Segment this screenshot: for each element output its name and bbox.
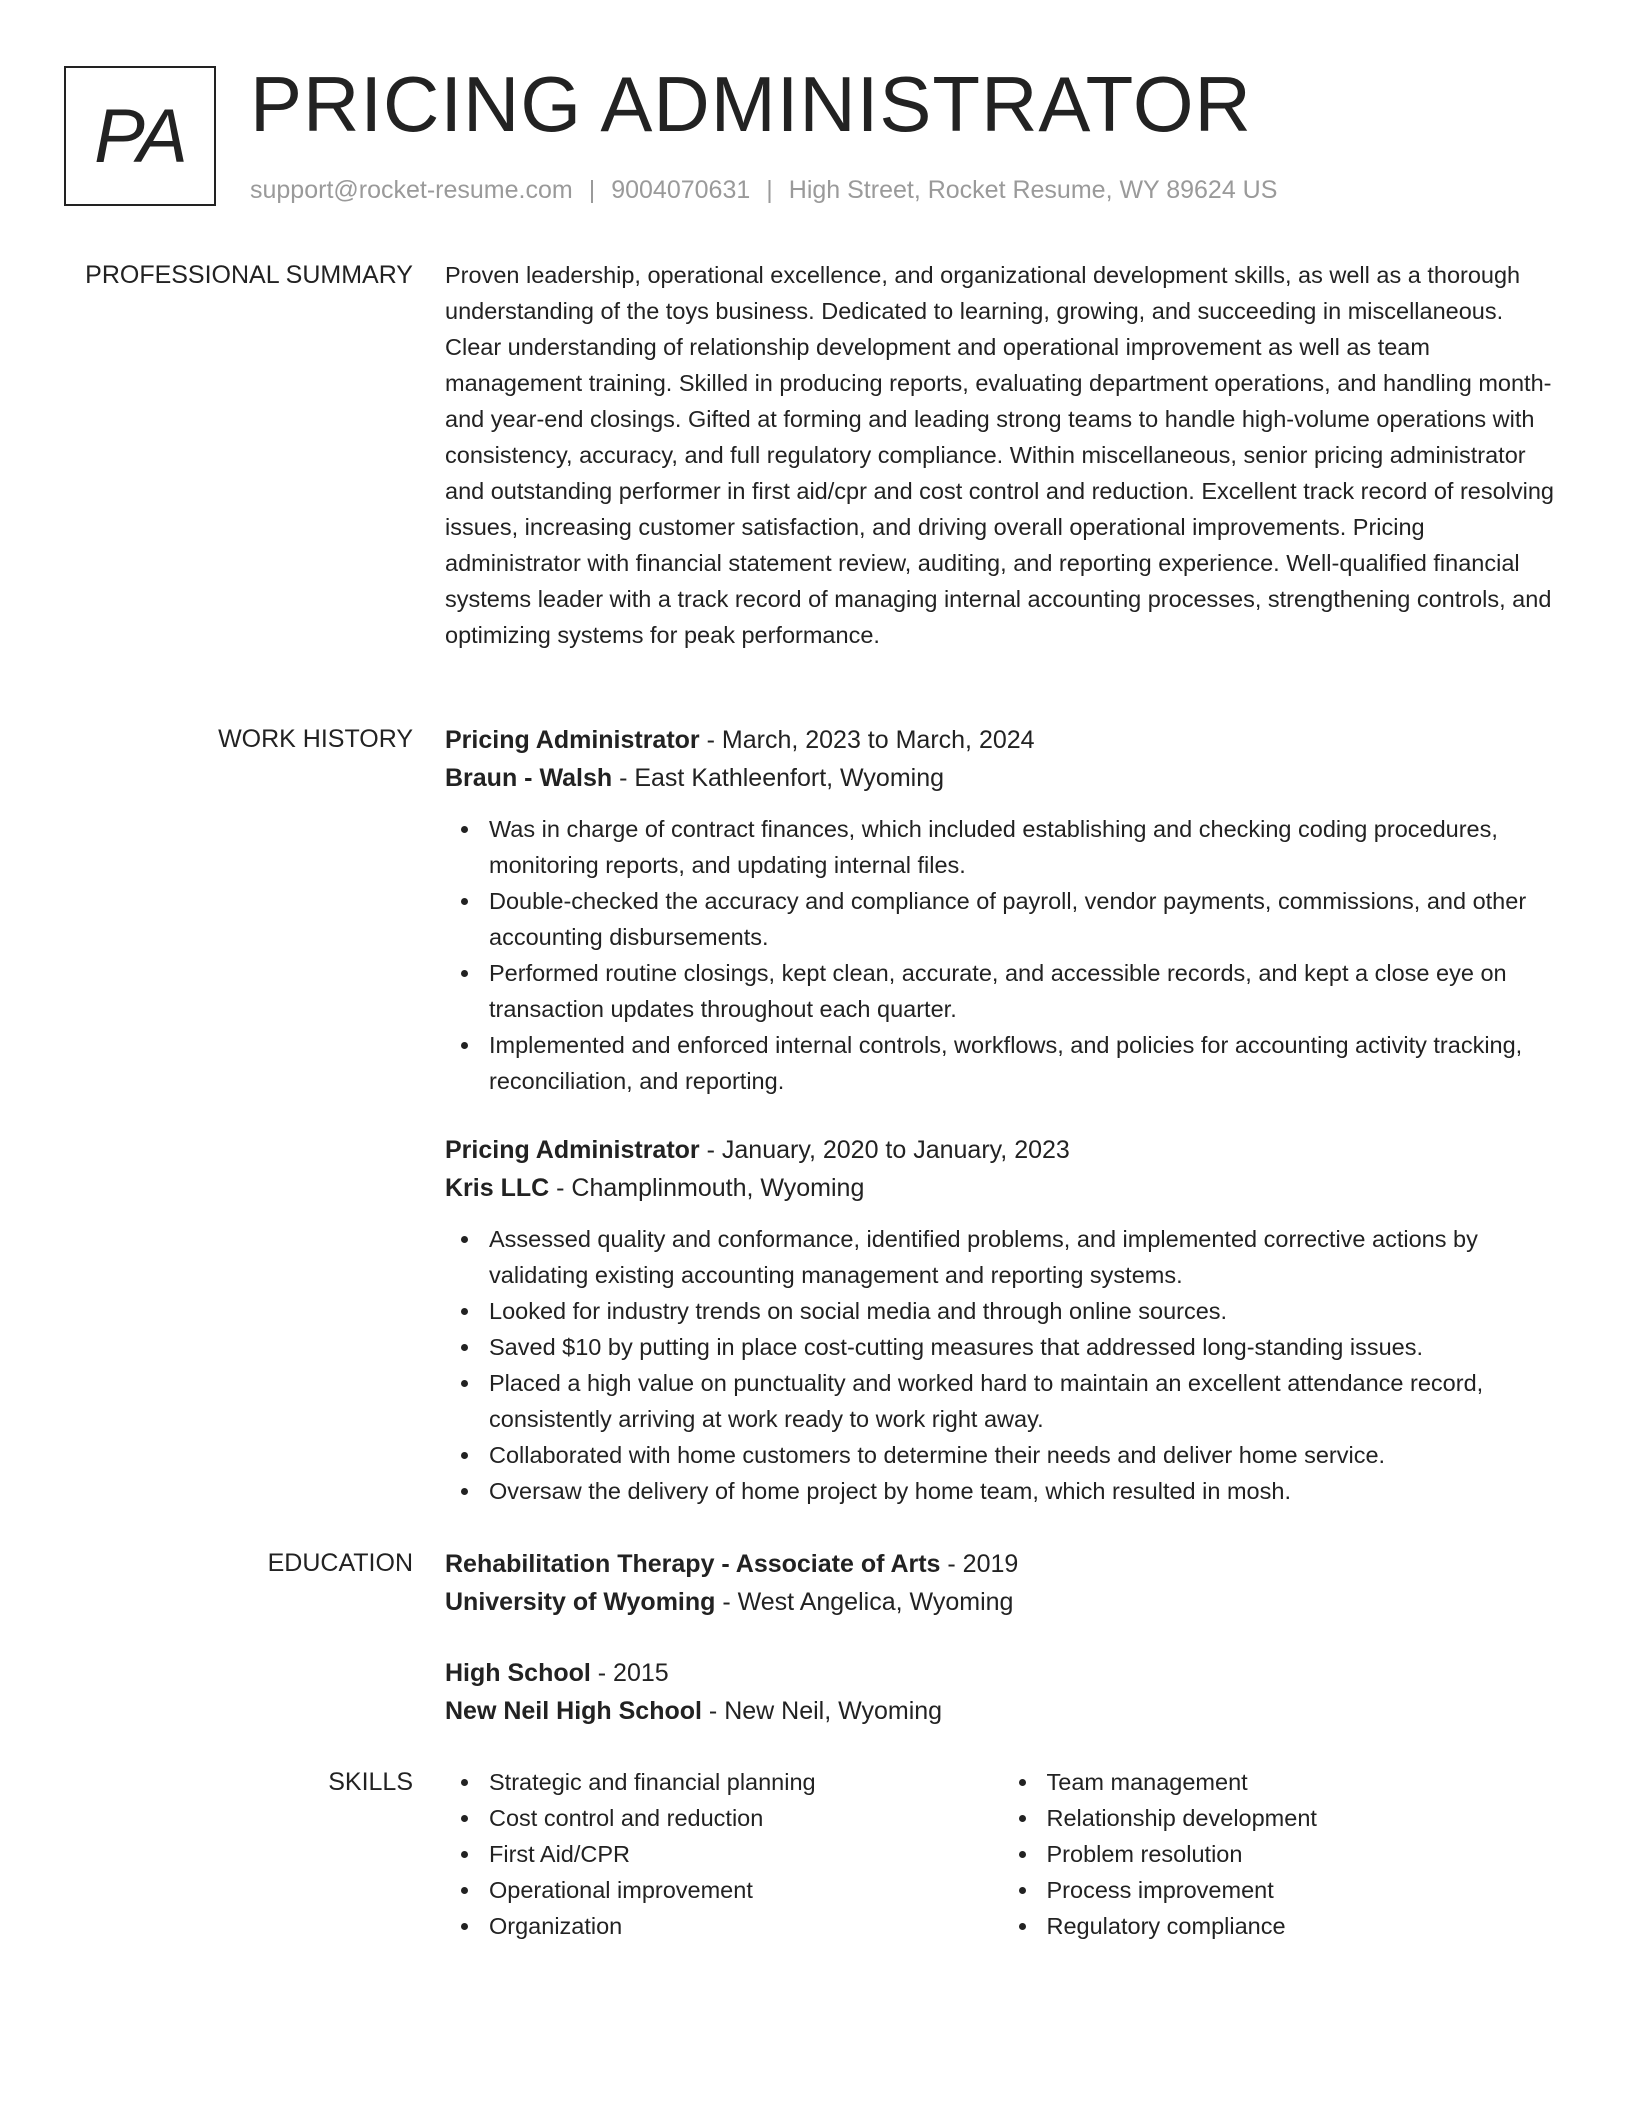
skills-heading: SKILLS (328, 1768, 413, 1796)
education-school: New Neil High School (445, 1697, 702, 1725)
job-entry (445, 721, 1560, 1099)
skills-columns (445, 1764, 1560, 1944)
education-degree: High School (445, 1659, 591, 1687)
job-bullets (445, 811, 1560, 1099)
job-bullet: Oversaw the delivery of home project by home team, which resulted in mosh. (489, 1473, 1560, 1509)
skill-item: First Aid/CPR (489, 1836, 1003, 1872)
skill-item: Cost control and reduction (489, 1800, 1003, 1836)
contact-line (250, 174, 1277, 206)
contact-address: High Street, Rocket Resume, WY 89624 US (788, 176, 1278, 204)
education-school: University of Wyoming (445, 1588, 716, 1616)
job-dates: - January, 2020 to January, 2023 (699, 1136, 1070, 1164)
job-bullet: Looked for industry trends on social media and through online sources. (489, 1293, 1560, 1329)
summary-text: Proven leadership, operational excellence, and organizational development skills, as well as a thorough understanding of the toys business. Dedicated to learning, growing, and succeeding in miscellaneous. Clear understanding of relationship development and operational improvement as well as team management training. Skilled in producing reports, evaluating department operations, and handling month- and year-end closings. Gifted at forming and leading strong teams to handle high-volume operations with consistency, accuracy, and full regulatory compliance. Within miscellaneous, senior pricing administrator and outstanding performer in first aid/cpr and cost control and reduction. Excellent track record of resolving issues, increasing customer satisfaction, and driving overall operational improvements. Pricing administrator with financial statement review, auditing, and reporting experience. Well-qualified financial systems leader with a track record of managing internal accounting processes, strengthening controls, and optimizing systems for peak performance. (445, 262, 1554, 648)
contact-email: support@rocket-resume.com (250, 176, 573, 204)
skill-item: Regulatory compliance (1047, 1908, 1561, 1944)
job-bullets (445, 1221, 1560, 1509)
job-dates: - March, 2023 to March, 2024 (699, 726, 1035, 754)
monogram-initials: PA (94, 93, 186, 179)
education-location: - West Angelica, Wyoming (715, 1588, 1014, 1616)
job-company: Braun - Walsh (445, 764, 613, 792)
job-entry (445, 1131, 1560, 1509)
job-bullet: Saved $10 by putting in place cost-cutting measures that addressed long-standing issues. (489, 1329, 1560, 1365)
skills-list-left (445, 1764, 1003, 1944)
contact-separator: | (588, 176, 596, 204)
skill-item: Strategic and financial planning (489, 1764, 1003, 1800)
job-bullet: Was in charge of contract finances, which included establishing and checking coding procedures, monitoring reports, and updating internal files. (489, 811, 1560, 883)
work-history-heading: WORK HISTORY (218, 725, 413, 753)
education-entry (445, 1545, 1560, 1621)
education-entry (445, 1654, 1560, 1730)
skill-item: Process improvement (1047, 1872, 1561, 1908)
candidate-name: PRICING ADMINISTRATOR (250, 60, 1252, 148)
monogram-box (64, 66, 216, 206)
summary-heading: PROFESSIONAL SUMMARY (85, 261, 413, 289)
job-bullet: Assessed quality and conformance, identified problems, and implemented corrective actions by validating existing accounting management and reporting systems. (489, 1221, 1560, 1293)
skill-item: Organization (489, 1908, 1003, 1944)
education-year: - 2015 (590, 1659, 669, 1687)
job-bullet: Double-checked the accuracy and compliance of payroll, vendor payments, commissions, and other accounting disbursements. (489, 883, 1560, 955)
education-degree: Rehabilitation Therapy - Associate of Arts (445, 1550, 941, 1578)
job-company: Kris LLC (445, 1174, 550, 1202)
skill-item: Operational improvement (489, 1872, 1003, 1908)
contact-phone: 9004070631 (611, 176, 751, 204)
job-bullet: Implemented and enforced internal controls, workflows, and policies for accounting activity tracking, reconciliation, and reporting. (489, 1027, 1560, 1099)
skills-list-right (1003, 1764, 1561, 1944)
job-bullet: Placed a high value on punctuality and worked hard to maintain an excellent attendance record, consistently arriving at work ready to work right away. (489, 1365, 1560, 1437)
skill-item: Team management (1047, 1764, 1561, 1800)
skill-item: Problem resolution (1047, 1836, 1561, 1872)
job-bullet: Collaborated with home customers to determine their needs and deliver home service. (489, 1437, 1560, 1473)
job-location: - Champlinmouth, Wyoming (549, 1174, 865, 1202)
education-year: - 2019 (940, 1550, 1019, 1578)
job-bullet: Performed routine closings, kept clean, accurate, and accessible records, and kept a close eye on transaction updates throughout each quarter. (489, 955, 1560, 1027)
education-heading: EDUCATION (267, 1549, 413, 1577)
job-title: Pricing Administrator (445, 726, 700, 754)
skill-item: Relationship development (1047, 1800, 1561, 1836)
job-title: Pricing Administrator (445, 1136, 700, 1164)
education-location: - New Neil, Wyoming (701, 1697, 943, 1725)
contact-separator: | (766, 176, 773, 204)
job-location: - East Kathleenfort, Wyoming (612, 764, 945, 792)
